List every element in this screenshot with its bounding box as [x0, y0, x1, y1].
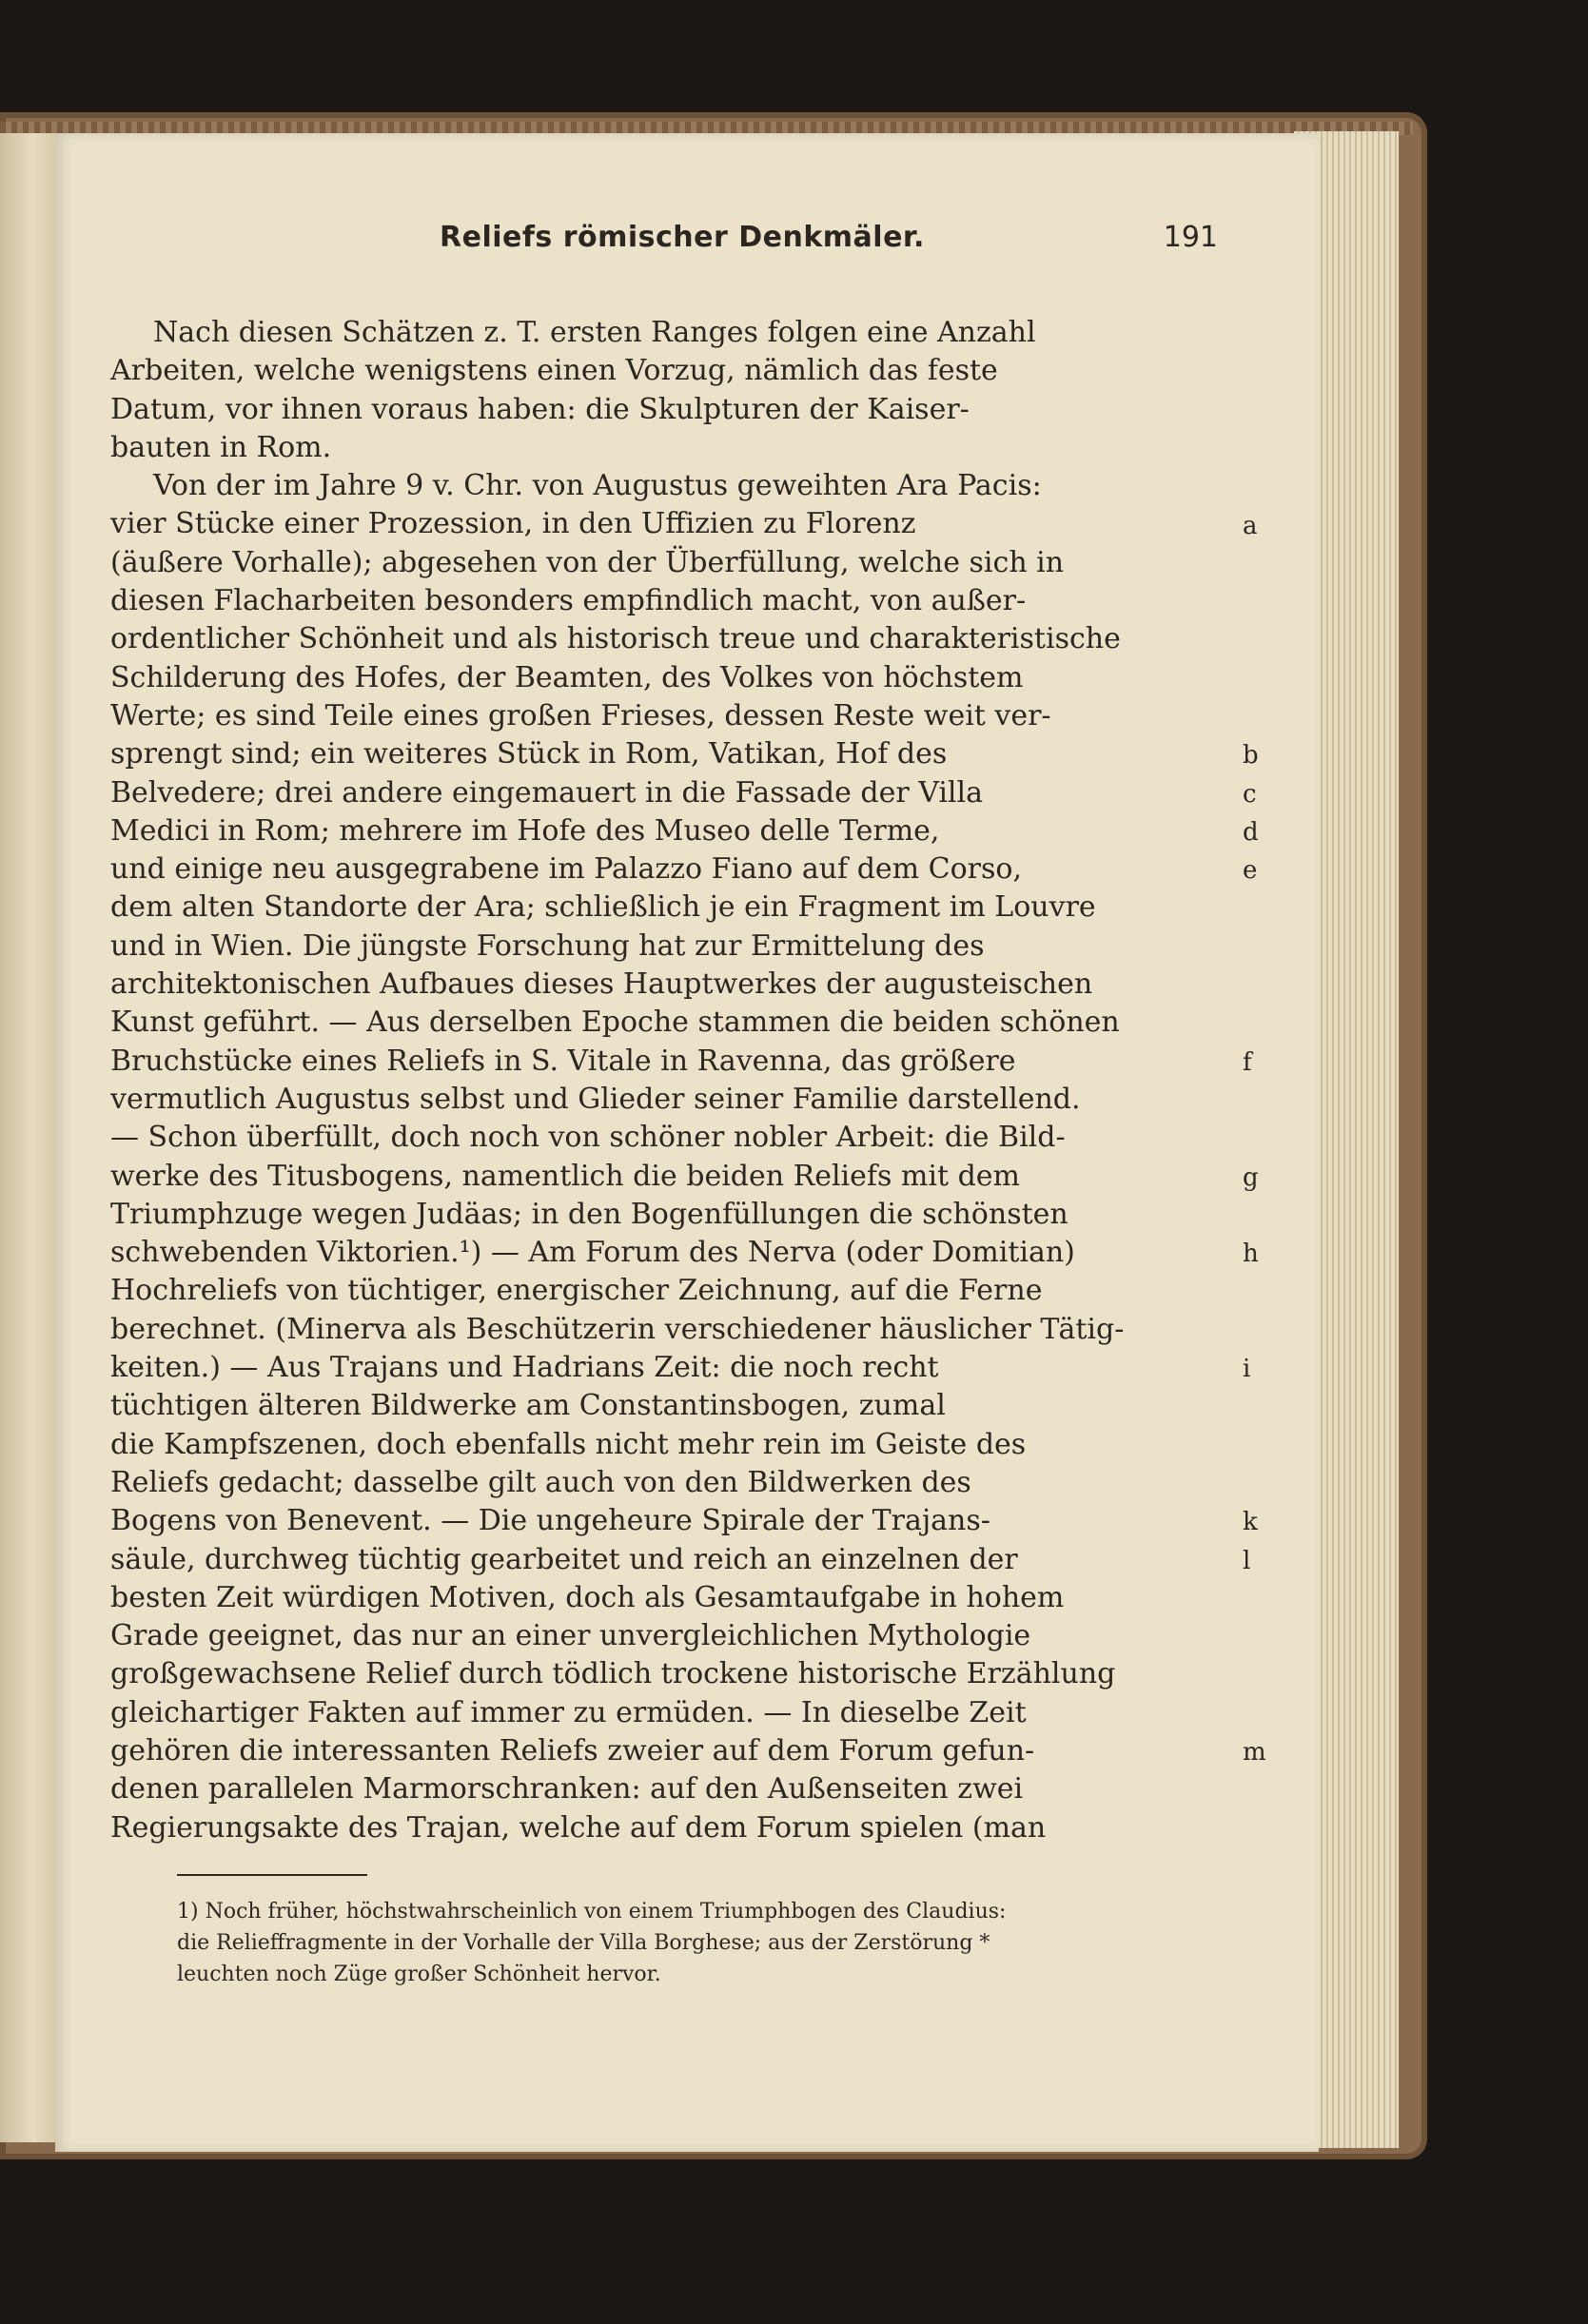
facing-page-edge — [0, 133, 55, 2142]
text-line: gehören die interessanten Reliefs zweier auf dem Forum gefun- — [110, 1733, 1035, 1767]
text-line: denen parallelen Marmorschranken: auf den Außenseiten zwei — [110, 1772, 1024, 1806]
text-line: vermutlich Augustus selbst und Glieder seiner Familie darstellend. — [110, 1082, 1081, 1116]
margin-note-b: b — [1243, 741, 1259, 771]
footnote-line: die Relieffragmente in der Vorhalle der Villa Borghese; aus der Zerstörung * — [177, 1931, 990, 1955]
text-line: ordentlicher Schönheit und als historisch treue und charakteristische — [110, 622, 1121, 656]
text-line: und in Wien. Die jüngste Forschung hat zur Ermittelung des — [110, 928, 985, 963]
footnote-rule — [177, 1874, 367, 1876]
text-line: bauten in Rom. — [110, 430, 332, 464]
text-line: Nach diesen Schätzen z. T. ersten Ranges folgen eine Anzahl — [153, 316, 1036, 349]
margin-note-e: e — [1243, 856, 1258, 886]
margin-note-k: k — [1243, 1508, 1258, 1537]
text-line: Von der im Jahre 9 v. Chr. von Augustus geweihten Ara Pacis: — [153, 469, 1042, 503]
text-line: berechnet. (Minerva als Beschützerin verschiedener häuslicher Tätig- — [110, 1312, 1125, 1346]
text-line: und einige neu ausgegrabene im Palazzo Fiano auf dem Corso, — [110, 852, 1022, 887]
margin-note-g: g — [1243, 1162, 1259, 1192]
running-head-title: Reliefs römischer Denkmäler. — [440, 221, 925, 254]
text-line: vier Stücke einer Prozession, in den Uffizien zu Florenz — [110, 507, 916, 541]
running-head — [381, 221, 1218, 263]
footnote-line: leuchten noch Züge großer Schönheit hervor. — [177, 1963, 661, 1986]
margin-note-i: i — [1243, 1355, 1251, 1384]
text-line: dem alten Standorte der Ara; schließlich je ein Fragment im Louvre — [110, 890, 1096, 925]
text-line: Regierungsakte des Trajan, welche auf dem Forum spielen (man — [110, 1810, 1047, 1845]
text-line: Triumphzuge wegen Judäas; in den Bogenfüllungen die schönsten — [110, 1197, 1068, 1231]
text-line: Schilderung des Hofes, der Beamten, des Volkes von höchstem — [110, 660, 1024, 694]
text-line: Bruchstücke eines Reliefs in S. Vitale in Ravenna, das größere — [110, 1044, 1016, 1078]
margin-note-h: h — [1243, 1240, 1259, 1269]
page-number: 191 — [1163, 221, 1218, 254]
footnotes — [177, 1896, 1252, 1990]
text-line: Hochreliefs von tüchtiger, energischer Zeichnung, auf die Ferne — [110, 1274, 1043, 1308]
text-line: diesen Flacharbeiten besonders empfindlich macht, von außer- — [110, 584, 1027, 618]
margin-note-l: l — [1243, 1546, 1251, 1575]
text-line: Grade geeignet, das nur an einer unvergleichlichen Mythologie — [110, 1619, 1031, 1653]
body-text — [110, 314, 1233, 1847]
text-line: großgewachsene Relief durch tödlich trockene historische Erzählung — [110, 1657, 1116, 1691]
text-line: säule, durchweg tüchtig gearbeitet und reich an einzelnen der — [110, 1542, 1018, 1576]
margin-note-m: m — [1243, 1738, 1266, 1767]
text-line: werke des Titusbogens, namentlich die beiden Reliefs mit dem — [110, 1159, 1020, 1193]
margin-note-c: c — [1243, 779, 1257, 809]
text-line: Reliefs gedacht; dasselbe gilt auch von den Bildwerken des — [110, 1465, 971, 1499]
text-line: (äußere Vorhalle); abgesehen von der Überfüllung, welche sich in — [110, 545, 1065, 579]
text-line: besten Zeit würdigen Motiven, doch als Gesamtaufgabe in hohem — [110, 1580, 1065, 1614]
footnote-line: 1) Noch früher, höchstwahrscheinlich von einem Triumphbogen des Claudius: — [177, 1900, 1007, 1924]
margin-note-d: d — [1243, 817, 1259, 847]
text-line: Bogens von Benevent. — Die ungeheure Spirale der Trajans- — [110, 1504, 990, 1538]
book-page — [55, 133, 1319, 2152]
text-line: die Kampfszenen, doch ebenfalls nicht mehr rein im Geiste des — [110, 1427, 1027, 1461]
text-line: Kunst geführt. — Aus derselben Epoche stammen die beiden schönen — [110, 1006, 1120, 1040]
margin-note-a: a — [1243, 511, 1258, 540]
text-line: tüchtigen älteren Bildwerke am Constantinsbogen, zumal — [110, 1389, 946, 1423]
text-line: sprengt sind; ein weiteres Stück in Rom, Vatikan, Hof des — [110, 737, 948, 771]
text-line: Belvedere; drei andere eingemauert in die Fassade der Villa — [110, 775, 984, 810]
margin-note-f: f — [1243, 1047, 1252, 1077]
text-line: — Schon überfüllt, doch noch von schöner nobler Arbeit: die Bild- — [110, 1121, 1066, 1155]
text-line: Medici in Rom; mehrere im Hofe des Museo delle Terme, — [110, 813, 940, 848]
text-line: architektonischen Aufbaues dieses Hauptwerkes der augusteischen — [110, 967, 1093, 1002]
text-line: Werte; es sind Teile eines großen Frieses, dessen Reste weit ver- — [110, 698, 1051, 732]
text-line: keiten.) — Aus Trajans und Hadrians Zeit: die noch recht — [110, 1351, 939, 1385]
text-line: Datum, vor ihnen voraus haben: die Skulpturen der Kaiser- — [110, 392, 970, 426]
text-line: schwebenden Viktorien.¹) — Am Forum des Nerva (oder Domitian) — [110, 1236, 1075, 1270]
text-line: Arbeiten, welche wenigstens einen Vorzug, nämlich das feste — [110, 354, 998, 388]
text-line: gleichartiger Fakten auf immer zu ermüden. — In dieselbe Zeit — [110, 1695, 1027, 1729]
